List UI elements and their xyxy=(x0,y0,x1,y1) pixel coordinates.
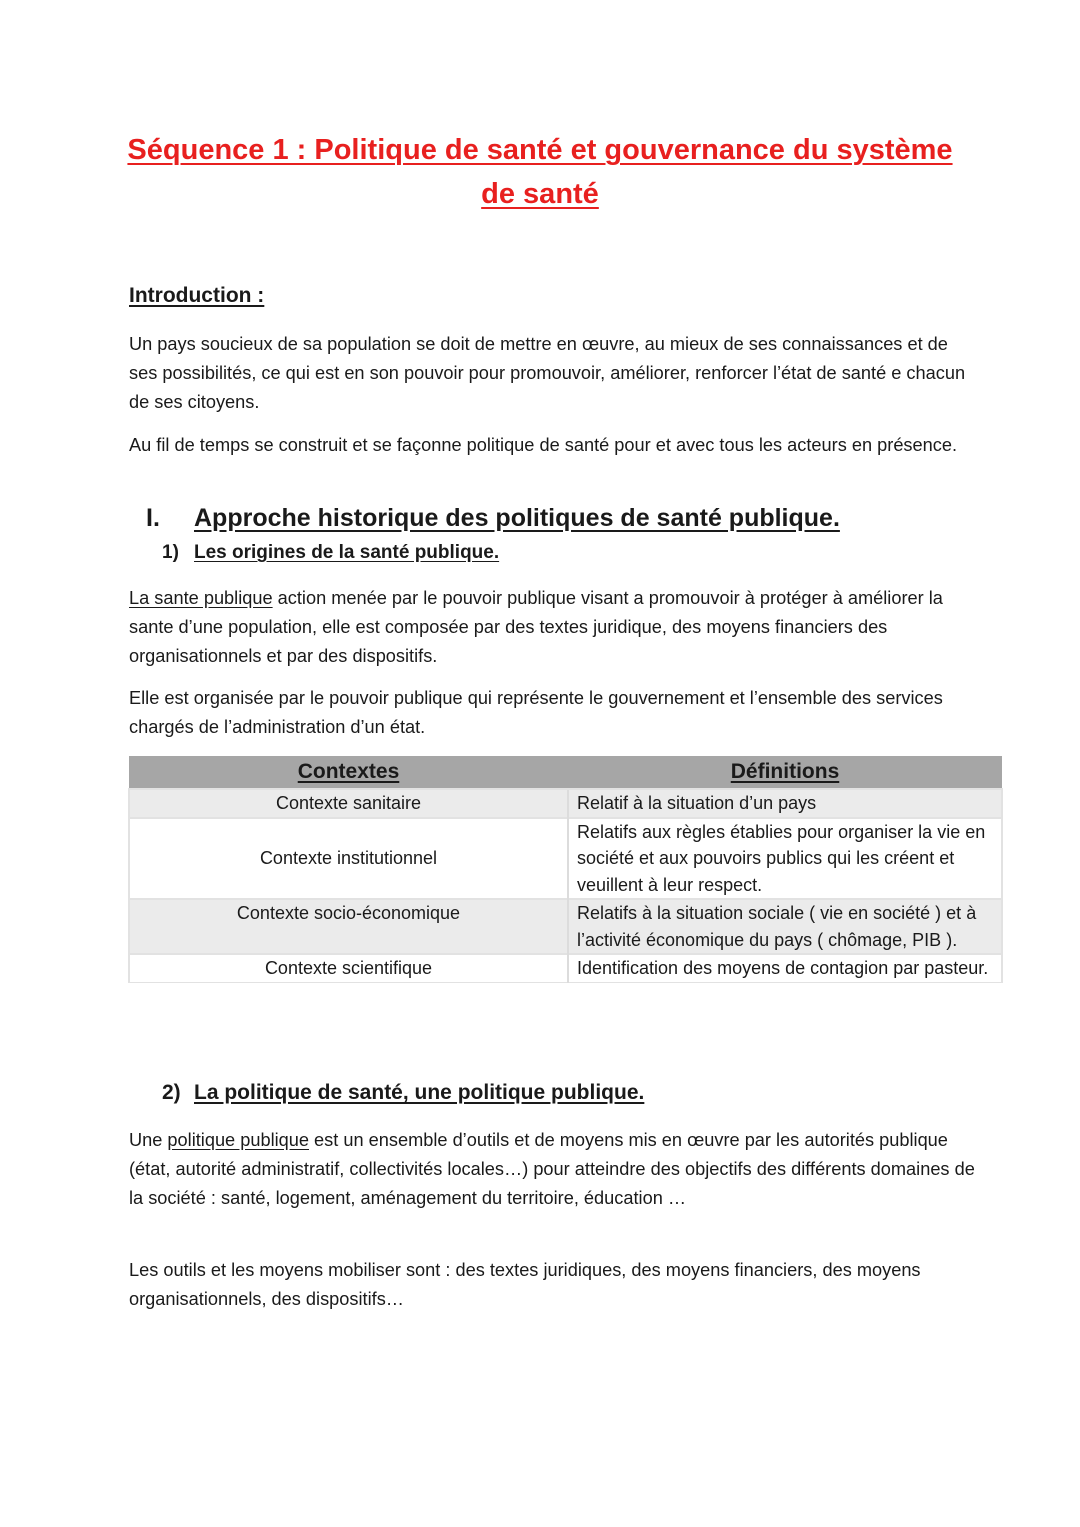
public-power-paragraph: Elle est organisée par le pouvoir publique qui représente le gouvernement et l’ensemble des services chargés de l’administration d’un état. xyxy=(129,688,943,737)
public-health-definition: action menée par le pouvoir publique visant a promouvoir à protéger à améliorer la sante d’une population, elle est composée par des textes juridique, des moyens financiers des organisationnels et par des dispositifs. xyxy=(129,588,943,666)
table-header-contexts: Contextes xyxy=(129,756,568,789)
subsection-2-heading xyxy=(162,1081,644,1105)
introduction-paragraph-1: Un pays soucieux de sa population se doit de mettre en œuvre, au mieux de ses connaissances et de ses possibilités, ce qui est en son pouvoir pour promouvoir, améliorer, renforcer l’état de santé e chacun de ses citoyens. xyxy=(129,334,966,412)
table-row xyxy=(129,954,1002,982)
table-cell-definition: Relatifs à la situation sociale ( vie en société ) et à l’activité économique du pays ( chômage, PIB ). xyxy=(568,899,1002,954)
table-cell-context: Contexte scientifique xyxy=(129,954,568,982)
table-cell-context: Contexte institutionnel xyxy=(129,818,568,900)
subsection-2-title: La politique de santé, une politique publique. xyxy=(194,1081,645,1104)
public-policy-term: politique publique xyxy=(167,1130,309,1150)
table-cell-definition: Identification des moyens de contagion par pasteur. xyxy=(568,954,1002,982)
public-policy-paragraph xyxy=(129,1126,979,1213)
subsection-2-number: 2) xyxy=(162,1081,181,1104)
section-1-title: Approche historique des politiques de santé publique. xyxy=(194,504,840,532)
table-cell-context: Contexte socio-économique xyxy=(129,899,568,954)
table-header-row xyxy=(129,756,1002,789)
table-cell-definition: Relatifs aux règles établies pour organiser la vie en société et aux pouvoirs publics qui les créent et veuillent à leur respect. xyxy=(568,818,1002,900)
section-1-heading xyxy=(146,504,840,533)
page-title xyxy=(100,128,980,216)
introduction-paragraph-2: Au fil de temps se construit et se façonne politique de santé pour et avec tous les acteurs en présence. xyxy=(129,435,958,455)
table-row xyxy=(129,789,1002,818)
subsection-1-number: 1) xyxy=(162,542,179,563)
table-row xyxy=(129,818,1002,900)
table-cell-definition: Relatif à la situation d’un pays xyxy=(568,789,1002,818)
table-cell-context: Contexte sanitaire xyxy=(129,789,568,818)
page-title-line-1: Séquence 1 : Politique de santé et gouvernance du système xyxy=(127,134,953,166)
table-header-definitions: Définitions xyxy=(568,756,1002,789)
public-health-paragraph xyxy=(129,584,979,671)
contexts-table xyxy=(128,756,1003,983)
public-policy-definition: est un ensemble d’outils et de moyens mis en œuvre par les autorités publique (état, autorité administratif, collectivités locales…) pour atteindre des objectifs des différents domaines de la société : santé, logement, aménagement du territoire, éducation … xyxy=(129,1130,975,1208)
public-health-term: La sante publique xyxy=(129,588,273,608)
public-policy-lead: Une xyxy=(129,1130,168,1150)
table-row xyxy=(129,899,1002,954)
subsection-1-heading xyxy=(162,542,499,564)
subsection-1-title: Les origines de la santé publique. xyxy=(194,542,500,563)
introduction-heading: Introduction : xyxy=(129,284,265,307)
tools-paragraph: Les outils et les moyens mobiliser sont : des textes juridiques, des moyens financiers, des moyens organisationnels, des dispositifs… xyxy=(129,1260,921,1309)
section-1-number: I. xyxy=(146,504,160,532)
page-title-line-2: de santé xyxy=(481,178,599,210)
